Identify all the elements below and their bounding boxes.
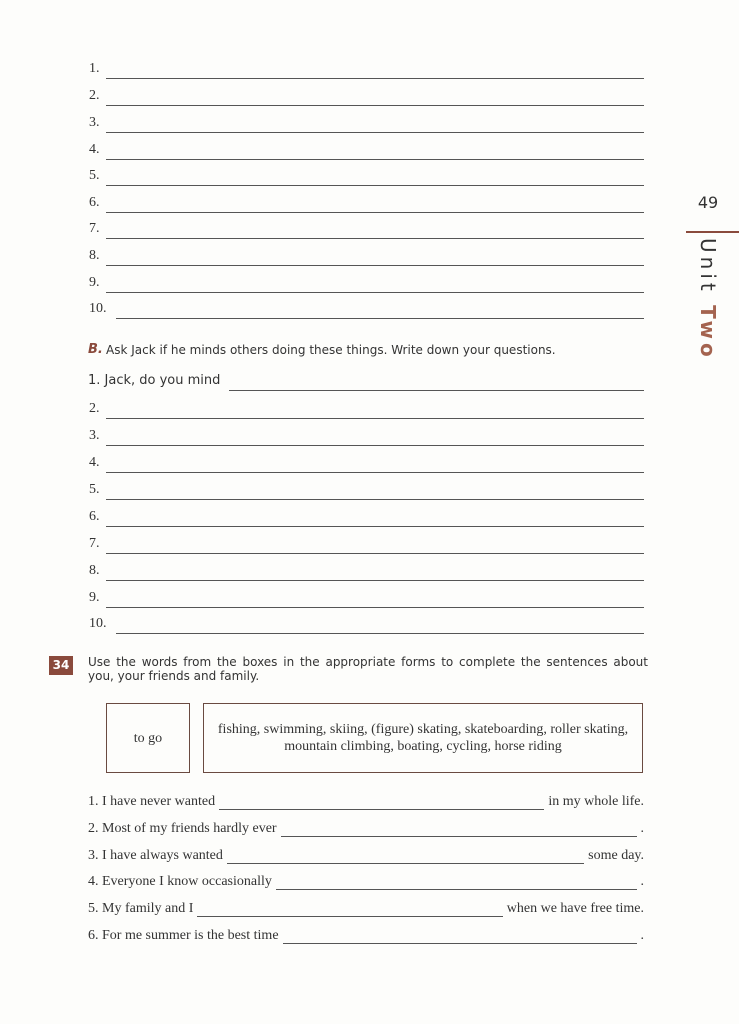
- answer-line[interactable]: [106, 580, 644, 581]
- answer-line[interactable]: [106, 132, 644, 133]
- answer-line[interactable]: [106, 105, 644, 106]
- line-number: 2.: [89, 401, 100, 416]
- page-number: 49: [697, 193, 719, 212]
- section-b-instruction: Ask Jack if he minds others doing these things. Write down your questions.: [106, 343, 556, 357]
- sentence-row: [88, 819, 644, 837]
- sentence-blank[interactable]: [197, 902, 502, 917]
- answer-line[interactable]: [116, 318, 644, 319]
- answer-line[interactable]: [106, 445, 644, 446]
- answer-line[interactable]: [106, 472, 644, 473]
- unit-word: Unit: [696, 238, 720, 295]
- answer-line[interactable]: [106, 265, 644, 266]
- line-number: 9.: [89, 275, 100, 290]
- sentence-end: .: [640, 874, 644, 889]
- sentence-blank[interactable]: [227, 849, 584, 864]
- line-number: 3.: [89, 428, 100, 443]
- section-b-letter: B.: [88, 342, 103, 357]
- answer-line[interactable]: [106, 553, 644, 554]
- line-number: 10.: [89, 616, 107, 631]
- sentence-blank[interactable]: [219, 795, 544, 810]
- word-box-verb: [106, 703, 190, 773]
- word-box-verb-text: to go: [133, 730, 163, 746]
- answer-line[interactable]: [106, 292, 644, 293]
- answer-line[interactable]: [106, 212, 644, 213]
- sentence-start: 6. For me summer is the best time: [88, 928, 279, 943]
- answer-line[interactable]: [106, 607, 644, 608]
- sentence-row: [88, 792, 644, 810]
- sentence-row: [88, 846, 644, 864]
- line-number: 6.: [89, 195, 100, 210]
- line-number: 9.: [89, 590, 100, 605]
- word-box-activities: [203, 703, 643, 773]
- sentence-end: when we have free time.: [506, 901, 644, 916]
- answer-line[interactable]: [106, 185, 644, 186]
- answer-line[interactable]: [229, 390, 644, 391]
- sentence-end: in my whole life.: [548, 794, 644, 809]
- sentence-end: some day.: [588, 848, 644, 863]
- line-number: 7.: [89, 221, 100, 236]
- line-number: 8.: [89, 248, 100, 263]
- line-number: 7.: [89, 536, 100, 551]
- sentence-start: 2. Most of my friends hardly ever: [88, 821, 277, 836]
- sentence-end: .: [640, 821, 644, 836]
- sentence-start: 5. My family and I: [88, 901, 194, 916]
- word-box-activities-text: fishing, swimming, skiing, (figure) skating, skateboarding, roller skating, mountain climbing, boating, cycling, horse riding: [217, 722, 629, 754]
- line-number: 5.: [89, 168, 100, 183]
- sentence-blank[interactable]: [281, 822, 637, 837]
- sentence-start: 4. Everyone I know occasionally: [88, 874, 272, 889]
- exercise-instruction: Use the words from the boxes in the appropriate forms to complete the sentences about you, your friends and family.: [88, 655, 648, 683]
- line-number: 3.: [89, 115, 100, 130]
- sentence-blank[interactable]: [283, 929, 637, 944]
- sentence-row: [88, 872, 644, 890]
- sentence-start: 1. I have never wanted: [88, 794, 216, 809]
- sidebar-divider: [686, 231, 739, 233]
- answer-line[interactable]: [106, 159, 644, 160]
- sentence-start: 3. I have always wanted: [88, 848, 223, 863]
- line-number: 2.: [89, 88, 100, 103]
- unit-label: [694, 238, 720, 368]
- sentence-row: [88, 926, 644, 944]
- line-number: 6.: [89, 509, 100, 524]
- sentence-row: [88, 899, 644, 917]
- answer-line[interactable]: [106, 78, 644, 79]
- line-number: 1.: [89, 61, 100, 76]
- sentence-blank[interactable]: [276, 875, 637, 890]
- line-number: 10.: [89, 301, 107, 316]
- sentence-end: .: [640, 928, 644, 943]
- line-number: 5.: [89, 482, 100, 497]
- answer-line[interactable]: [106, 526, 644, 527]
- unit-number: Two: [696, 305, 720, 361]
- answer-line[interactable]: [106, 418, 644, 419]
- exercise-number-badge: 34: [49, 656, 73, 675]
- line-number: 8.: [89, 563, 100, 578]
- line-number: 4.: [89, 455, 100, 470]
- answer-line[interactable]: [116, 633, 644, 634]
- answer-line[interactable]: [106, 238, 644, 239]
- example-question: 1. Jack, do you mind: [88, 373, 221, 388]
- line-number: 4.: [89, 142, 100, 157]
- answer-line[interactable]: [106, 499, 644, 500]
